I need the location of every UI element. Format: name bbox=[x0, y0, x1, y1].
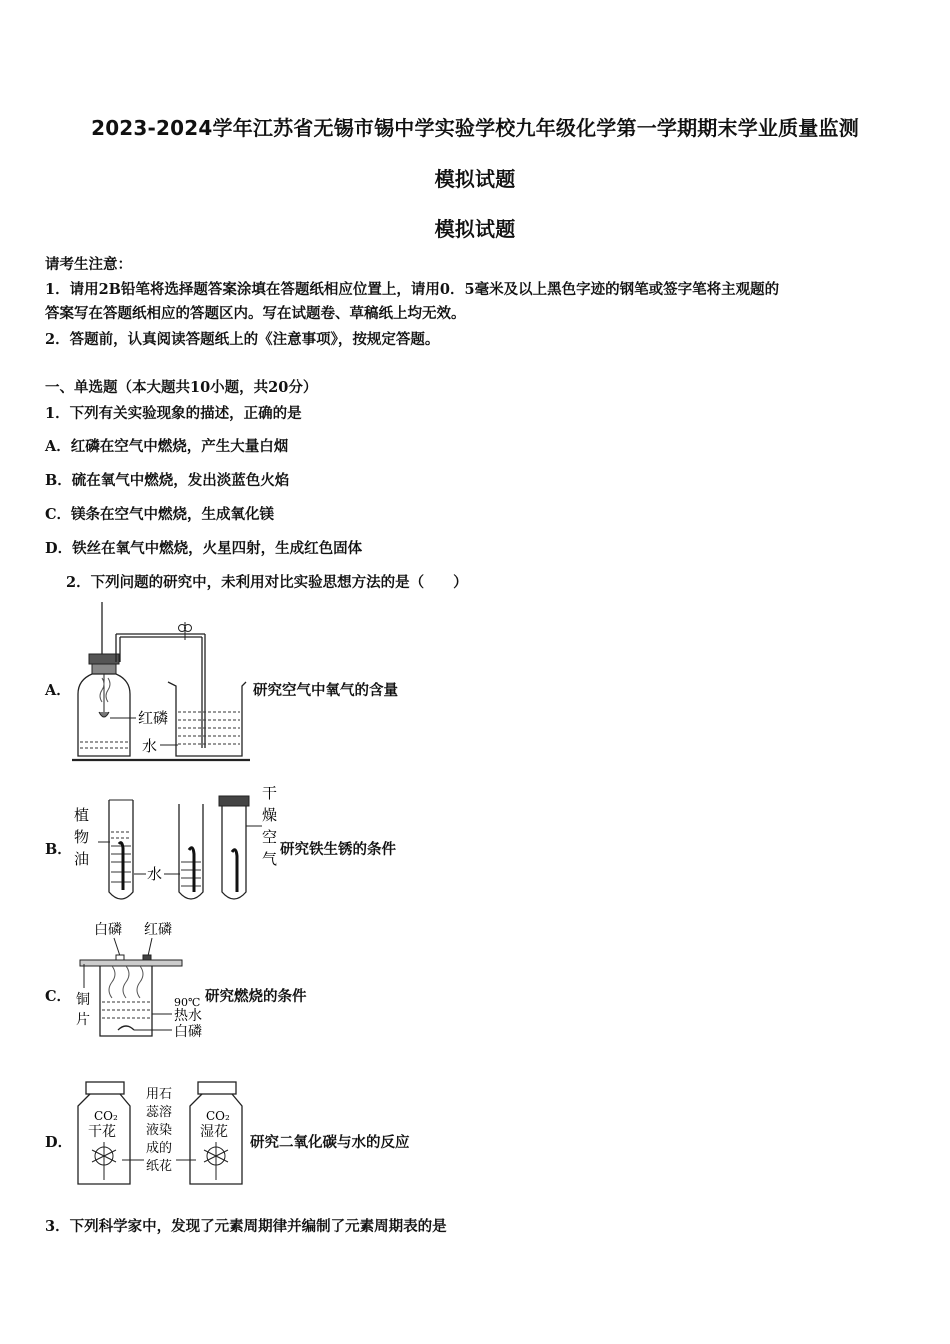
svg-text:空: 空 bbox=[262, 828, 278, 846]
svg-text:90℃: 90℃ bbox=[174, 996, 201, 1009]
q1-option-b: B．硫在氧气中燃烧，发出淡蓝色火焰 bbox=[45, 472, 290, 489]
q1-stem: 1．下列有关实验现象的描述，正确的是 bbox=[45, 405, 302, 422]
svg-text:燥: 燥 bbox=[262, 806, 278, 824]
q1-option-d: D．铁丝在氧气中燃烧，火星四射，生成红色固体 bbox=[45, 540, 363, 557]
svg-text:植: 植 bbox=[74, 806, 90, 824]
svg-text:热水: 热水 bbox=[174, 1008, 202, 1024]
q2-option-d-caption: 研究二氧化碳与水的反应 bbox=[250, 1134, 410, 1151]
q2-option-c-letter: C． bbox=[45, 988, 72, 1005]
q2-figure-a bbox=[70, 602, 250, 764]
exam-title-line1: 2023-2024学年江苏省无锡市锡中学实验学校九年级化学第一学期期末学业质量监测 bbox=[91, 116, 859, 140]
svg-text:白磷: 白磷 bbox=[94, 922, 122, 938]
svg-text:红磷: 红磷 bbox=[138, 709, 169, 727]
q2-figure-d bbox=[70, 1080, 248, 1188]
q2-option-b-caption: 研究铁生锈的条件 bbox=[280, 841, 396, 858]
notice-item1-line1: 1．请用2B铅笔将选择题答案涂填在答题纸相应位置上，请用0．5毫米及以上黑色字迹的钢笔或签字笔将主观题的 bbox=[45, 281, 780, 298]
q2-option-a-caption: 研究空气中氧气的含量 bbox=[253, 682, 398, 699]
svg-text:CO₂: CO₂ bbox=[94, 1109, 118, 1123]
notice-heading: 请考生注意： bbox=[45, 256, 132, 273]
q2-figure-b bbox=[70, 782, 285, 908]
svg-text:湿花: 湿花 bbox=[200, 1124, 228, 1140]
svg-text:水: 水 bbox=[147, 865, 163, 883]
q1-option-a: A．红磷在空气中燃烧，产生大量白烟 bbox=[45, 438, 289, 455]
svg-text:干花: 干花 bbox=[88, 1124, 116, 1140]
svg-text:气: 气 bbox=[262, 850, 278, 868]
svg-text:纸花: 纸花 bbox=[146, 1159, 173, 1174]
svg-text:油: 油 bbox=[74, 850, 90, 868]
svg-text:用石: 用石 bbox=[146, 1087, 173, 1102]
q2-option-c-caption: 研究燃烧的条件 bbox=[205, 988, 307, 1005]
svg-text:红磷: 红磷 bbox=[144, 922, 172, 938]
svg-text:成的: 成的 bbox=[146, 1141, 173, 1156]
q2-option-d-letter: D． bbox=[45, 1134, 73, 1151]
svg-text:片: 片 bbox=[76, 1012, 90, 1028]
svg-text:物: 物 bbox=[74, 828, 90, 846]
oxygen-content-apparatus bbox=[70, 602, 250, 764]
q2-figure-c bbox=[70, 918, 210, 1042]
q2-option-a-letter: A． bbox=[45, 682, 71, 699]
q2-option-b-letter: B． bbox=[45, 841, 72, 858]
notice-item1-line2: 答案写在答题纸相应的答题区内。写在试题卷、草稿纸上均无效。 bbox=[45, 305, 466, 322]
svg-text:液染: 液染 bbox=[146, 1123, 173, 1138]
exam-title-line3: 模拟试题 bbox=[434, 217, 516, 241]
q2-stem: 2．下列问题的研究中，未利用对比实验思想方法的是（ ） bbox=[66, 574, 468, 591]
section1-heading: 一、单选题（本大题共10小题，共20分） bbox=[45, 379, 318, 396]
svg-text:CO₂: CO₂ bbox=[206, 1109, 230, 1123]
svg-text:水: 水 bbox=[142, 737, 158, 755]
svg-text:蕊溶: 蕊溶 bbox=[146, 1105, 173, 1120]
q3-stem: 3．下列科学家中，发现了元素周期律并编制了元素周期表的是 bbox=[45, 1218, 447, 1235]
co2-water-bottles bbox=[70, 1080, 248, 1188]
q1-option-c: C．镁条在空气中燃烧，生成氧化镁 bbox=[45, 506, 275, 523]
svg-text:铜: 铜 bbox=[76, 992, 90, 1008]
combustion-apparatus bbox=[70, 918, 210, 1042]
exam-title-line2: 模拟试题 bbox=[434, 167, 516, 191]
iron-rust-tubes bbox=[70, 782, 285, 908]
notice-item2: 2．答题前，认真阅读答题纸上的《注意事项》，按规定答题。 bbox=[45, 331, 440, 348]
svg-text:白磷: 白磷 bbox=[174, 1024, 202, 1040]
svg-text:干: 干 bbox=[262, 784, 278, 802]
